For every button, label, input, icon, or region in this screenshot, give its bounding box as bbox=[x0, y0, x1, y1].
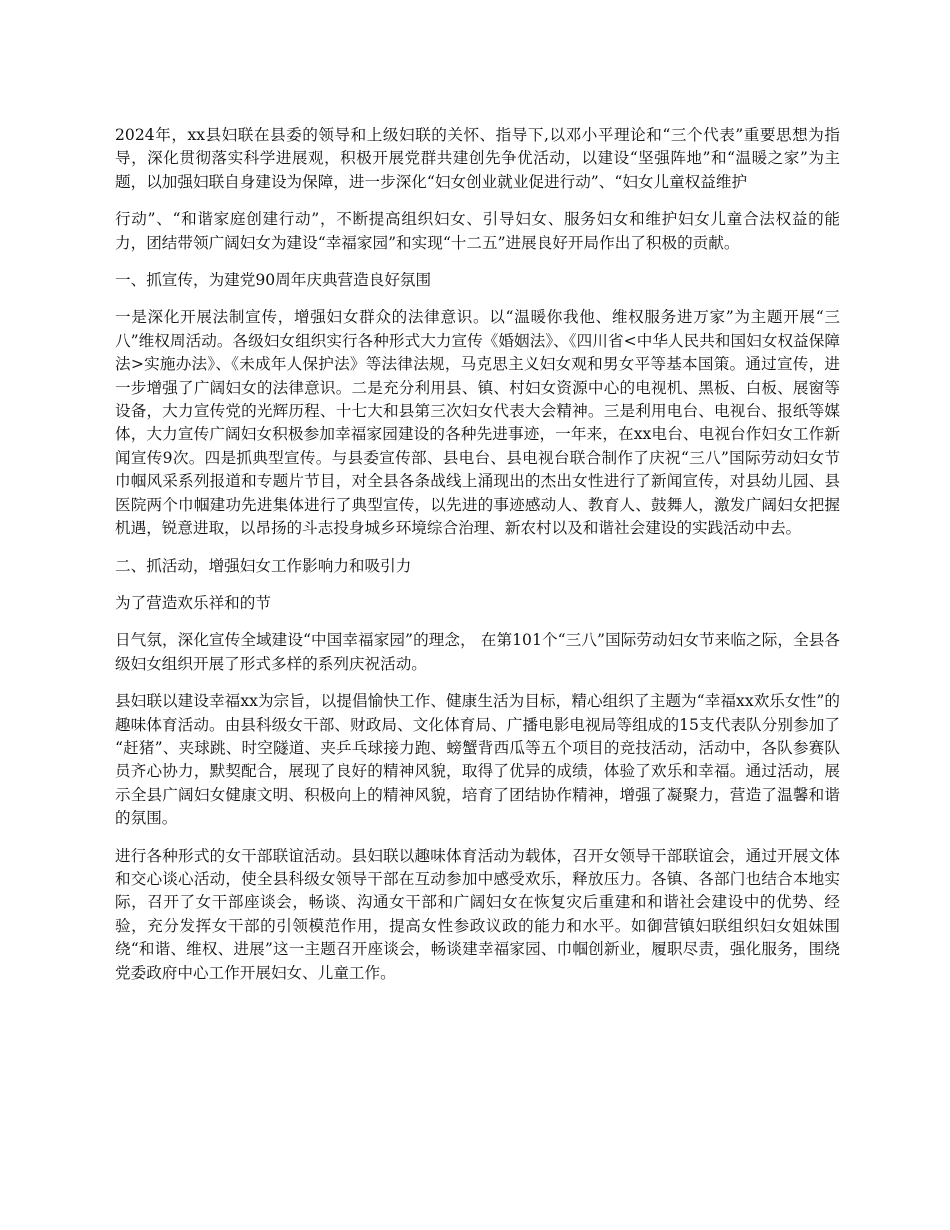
section-heading-publicity: 一、抓宣传，为建党90周年庆典营造良好氛围 bbox=[115, 271, 432, 290]
intro-paragraph-continued: 行动”、“和谐家庭创建行动”，不断提高组织妇女、引导妇女、服务妇女和维护妇女儿童合法权益的能力，团结带领广阔妇女为建设“幸福家园”和实现“十二五”进展良好开局作出了积极的贡献。 bbox=[115, 210, 840, 252]
activities-intro-paragraph: 日气氛，深化宣传全域建设“中国幸福家园”的理念， 在第101个“三八”国际劳动妇女节来临之际，全县各级妇女组织开展了形式多样的系列庆祝活动。 bbox=[115, 631, 840, 673]
document-page bbox=[115, 124, 840, 999]
intro-paragraph: 2024年，xx县妇联在县委的领导和上级妇联的关怀、指导下,以邓小平理论和“三个代表”重要思想为指导，深化贯彻落实科学进展观，积极开展党群共建创先争优活动，以建设“坚强阵地”和“温暖之家”为主题，以加强妇联自身建设为保障，进一步深化“妇女创业就业促进行动”、“妇女儿童权益维护 bbox=[115, 126, 840, 191]
activities-lead-fragment: 为了营造欢乐祥和的节 bbox=[115, 593, 271, 612]
sports-activity-paragraph: 县妇联以建设幸福xx为宗旨，以提倡愉快工作、健康生活为目标，精心组织了主题为“幸福xx欢乐女性”的趣味体育活动。由县科级女干部、财政局、文化体育局、广播电影电视局等组成的15支代表队分别参加了 “赶猪”、夹球跳、时空隧道、夹乒乓球接力跑、螃蟹背西瓜等五个项目的竞技活动，活动中，各队参赛队员齐心协力，默契配合，展现了良好的精神风貌，取得了优异的成绩，体验了欢乐和幸福。通过活动，展示全县广阔妇女健康文明、积极向上的精神风貌，培育了团结协作精神，增强了凝聚力，营造了温馨和谐的氛围。 bbox=[115, 692, 840, 828]
cadre-activity-paragraph: 进行各种形式的女干部联谊活动。县妇联以趣味体育活动为载体，召开女领导干部联谊会，通过开展文体和交心谈心活动，使全县科级女领导干部在互动参加中感受欢乐，释放压力。各镇、各部门也结合本地实际，召开了女干部座谈会，畅谈、沟通女干部和广阔妇女在恢复灾后重建和和谐社会建设中的优势、经验，充分发挥女干部的引领模范作用，提高女性参政议政的能力和水平。如御营镇妇联组织妇女姐妹围绕“和谐、维权、进展”这一主题召开座谈会，畅谈建幸福家园、巾帼创新业，履职尽责，强化服务，围绕党委政府中心工作开展妇女、儿童工作。 bbox=[115, 846, 840, 982]
publicity-paragraph: 一是深化开展法制宣传，增强妇女群众的法律意识。以“温暖你我他、维权服务进万家”为主题开展“三八”维权周活动。各级妇女组织实行各种形式大力宣传《婚姻法》、《四川省<中华人民共和国妇女权益保障法>实施办法》、《未成年人保护法》等法律法规，马克思主义妇女观和男女平等基本国策。通过宣传，进一步增强了广阔妇女的法律意识。二是充分利用县、镇、村妇女资源中心的电视机、黑板、白板、展窗等设备，大力宣传党的光辉历程、十七大和县第三次妇女代表大会精神。三是利用电台、电视台、报纸等媒体，大力宣传广阔妇女积极参加幸福家园建设的各种先进事迹，一年来，在xx电台、电视台作妇女工作新闻宣传9次。四是抓典型宣传。与县委宣传部、县电台、县电视台联合制作了庆祝“三八”国际劳动妇女节巾帼风采系列报道和专题片节目，对全县各条战线上涌现出的杰出女性进行了新闻宣传，对县幼儿园、县医院两个巾帼建功先进集体进行了典型宣传，以先进的事迹感动人、教育人、鼓舞人，激发广阔妇女把握机遇，锐意进取，以昂扬的斗志投身城乡环境综合治理、新农村以及和谐社会建设的实践活动中去。 bbox=[115, 308, 840, 538]
section-heading-activities: 二、抓活动，增强妇女工作影响力和吸引力 bbox=[115, 556, 412, 575]
